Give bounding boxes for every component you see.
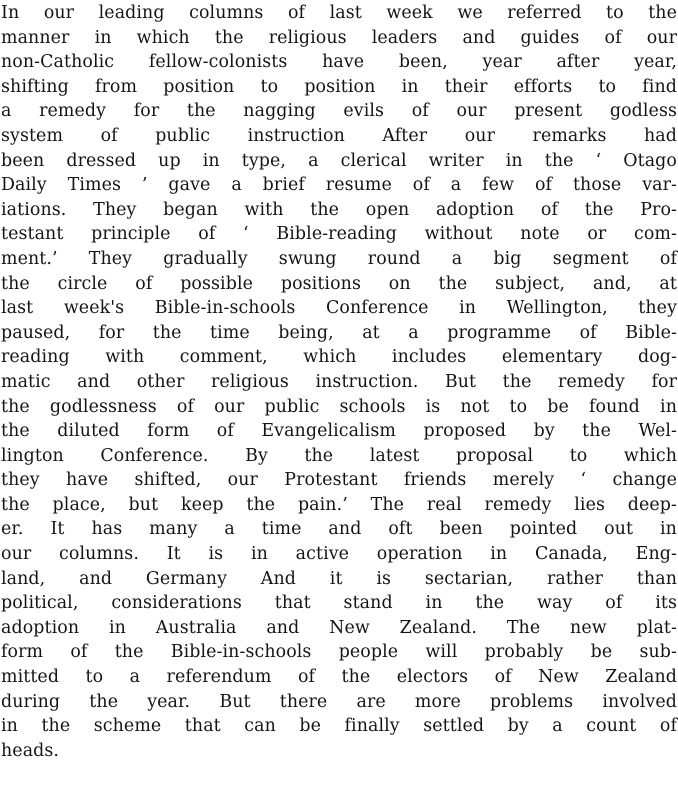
text-line: adoption in Australia and New Zealand. The new plat-	[1, 617, 677, 638]
text-line: political, considerations that stand in the way of its	[1, 593, 677, 614]
text-line: matic and other religious instruction. But the remedy for	[1, 371, 677, 392]
text-line: heads.	[1, 740, 60, 761]
text-line: during the year. But there are more problems involved	[1, 691, 677, 712]
text-line: manner in which the religious leaders and guides of our	[1, 27, 677, 48]
text-line: In our leading columns of last week we referred to the	[1, 3, 677, 23]
text-line: iations. They began with the open adoption of the Pro-	[1, 199, 677, 220]
text-line: non-Catholic fellow-colonists have been, year after year,	[1, 52, 677, 73]
text-line: reading with comment, which includes elementary dog-	[1, 347, 677, 368]
text-line: er. It has many a time and oft been pointed out in	[1, 519, 677, 540]
text-line: system of public instruction After our remarks had	[1, 125, 677, 146]
text-line: lington Conference. By the latest proposal to which	[1, 445, 677, 466]
text-line: the diluted form of Evangelicalism proposed by the Wel-	[1, 421, 677, 442]
text-line: been dressed up in type, a clerical writer in the ‘ Otago	[1, 150, 677, 171]
text-line: land, and Germany And it is sectarian, rather than	[1, 568, 677, 589]
text-line: form of the Bible-in-schools people will probably be sub-	[1, 642, 677, 663]
text-line: the place, but keep the pain.’ The real remedy lies deep-	[1, 494, 677, 515]
text-line: a remedy for the nagging evils of our present godless	[1, 101, 677, 122]
text-line: in the scheme that can be finally settled by a count of	[1, 716, 677, 737]
text-line: the godlessness of our public schools is not to be found in	[1, 396, 677, 417]
text-line: shifting from position to position in their efforts to find	[1, 76, 677, 97]
text-line: ment.’ They gradually swung round a big segment of	[1, 248, 677, 269]
text-line: last week's Bible-in-schools Conference in Wellington, they	[1, 298, 677, 319]
text-line: the circle of possible positions on the subject, and, at	[1, 273, 677, 294]
text-line: they have shifted, our Protestant friends merely ‘ change	[1, 470, 677, 491]
text-line: our columns. It is in active operation in Canada, Eng-	[1, 544, 677, 565]
text-line: mitted to a referendum of the electors of New Zealand	[1, 667, 677, 688]
text-line: testant principle of ‘ Bible-reading without note or com-	[1, 224, 677, 245]
text-line: Daily Times ’ gave a brief resume of a few of those var-	[1, 175, 677, 196]
text-line: paused, for the time being, at a programme of Bible-	[1, 322, 677, 343]
